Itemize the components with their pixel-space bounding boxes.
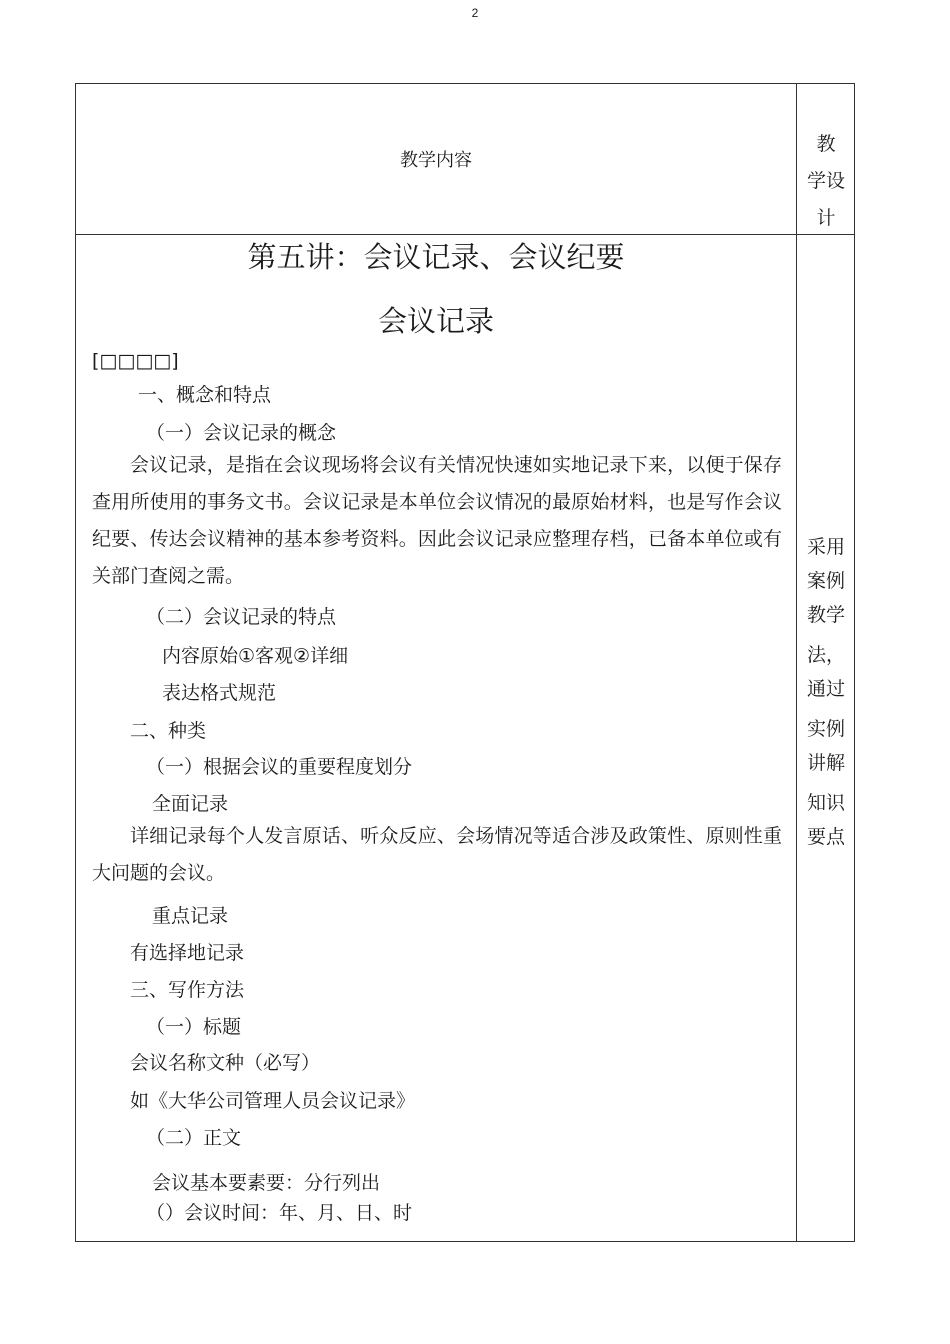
body-text: 会议基本要素要：分行列出 [152,1172,381,1194]
subsection-heading: （二）会议记录的特点 [146,606,337,628]
body-text: （）会议时间：年、月、日、时 [146,1202,413,1224]
subsection-heading: （一）根据会议的重要程度划分 [146,756,413,778]
page-number: 2 [471,6,479,20]
body-text: 会议名称文种（必写） [130,1052,321,1074]
design-header-line: 计 [816,207,836,229]
definition-paragraph: 会议记录，是指在会议现场将会议有关情况快速如实地记录下来，以便于保存查用所使用的事务文书。会议记录是本单位会议情况的最原始材料，也是写作会议纪要、传达会议精神的基本参考资料。因此会议记录应整理存档，已备本单位或有关部门查阅之需。 [92,454,782,587]
design-note-line: 讲解 [806,752,845,774]
design-note-line: 要点 [806,826,845,848]
design-header-line: 学设 [806,170,845,192]
subsection-heading: （一）标题 [146,1016,242,1038]
body-text: 如《大华公司管理人员会议记录》 [130,1090,416,1112]
bracket-placeholder: [□□□□] [92,350,179,372]
type-description: 有选择地记录 [130,942,245,964]
design-note-line: 知识 [806,792,845,814]
lecture-subtitle: 会议记录 [377,304,494,338]
type-name: 全面记录 [152,793,229,815]
design-header-line: 教 [816,133,836,155]
section-heading: 一、概念和特点 [138,384,272,406]
type-description: 详细记录每个人发言原话、听众反应、会场情况等适合涉及政策性、原则性重大问题的会议。 [92,825,782,884]
content-header: 教学内容 [400,150,472,171]
design-note-line: 通过 [806,678,845,700]
design-notes [797,532,855,856]
feature-item: 表达格式规范 [162,682,277,704]
section-heading: 二、种类 [130,720,207,742]
lesson-table [75,83,855,1242]
content-body [76,235,796,1242]
design-note-line: 实例 [806,718,845,740]
design-note-line: 教学 [806,604,845,626]
section-heading: 三、写作方法 [130,979,245,1001]
design-note-line: 采用 [806,536,845,558]
feature-item: 内容原始①客观②详细 [162,645,349,667]
lecture-title: 第五讲：会议记录、会议纪要 [247,240,625,274]
subsection-heading: （一）会议记录的概念 [146,422,337,444]
subsection-heading: （二）正文 [146,1127,242,1149]
design-note-line: 法， [806,644,845,666]
design-header [797,126,855,237]
design-note-line: 案例 [806,570,845,592]
type-name: 重点记录 [152,905,229,927]
